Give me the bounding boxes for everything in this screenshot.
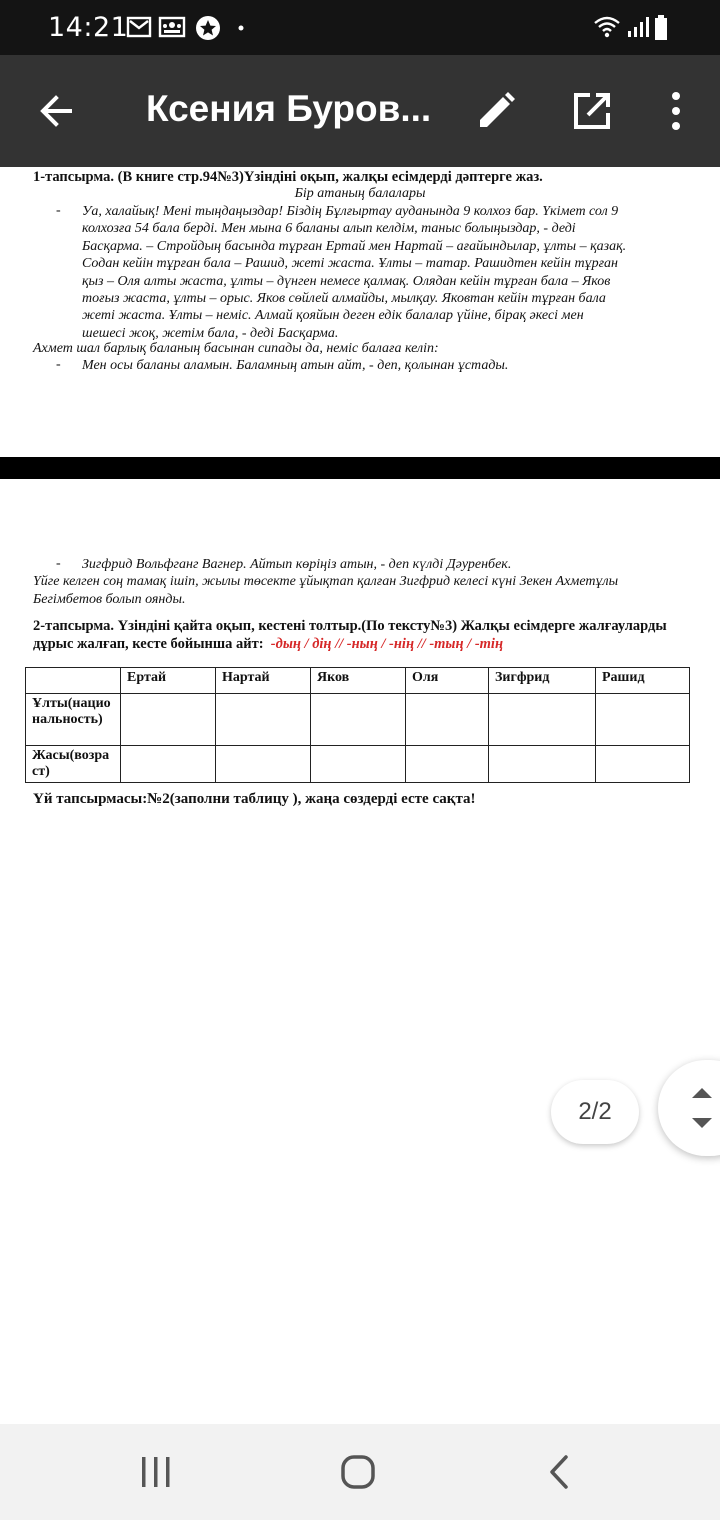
table-row <box>26 746 690 783</box>
bullet1-line: шешесі жоқ, жетім бала, - деді Басқарма. <box>82 325 339 341</box>
bullet1-line: Уа, халайық! Мені тыңдаңыздар! Біздің Бұлғыртау ауданында 9 колхоз бар. Үкімет сол 9 <box>82 204 619 219</box>
table-cell <box>489 694 596 746</box>
open-external-button[interactable] <box>564 83 620 139</box>
bullet1-line: қыз – Оля алты жаста, ұлты – дүнген немесе қалмақ. Олядан кейін тұрған бала – Яков <box>82 273 611 289</box>
narration-line: Ахмет шал барлық баланың басынан сипады да, неміс балаға келіп: <box>33 341 439 356</box>
gmail-icon <box>126 14 152 40</box>
recents-icon[interactable] <box>136 1454 176 1490</box>
back-arrow-icon <box>28 83 84 139</box>
task1-heading: 1-тапсырма. (В книге стр.94№3)Үзіндіні оқып, жалқы есімдерді дәптерге жаз. <box>33 169 543 185</box>
bullet2-text: Мен осы баланы аламын. Баламның атын айт, - деп, қолынан ұстады. <box>82 358 509 373</box>
fast-scroll-handle[interactable] <box>658 1060 720 1156</box>
bullet1-line: Содан кейін тұрған бала – Рашид, жеті жаста. Ұлты – татар. Рашидтен кейін тұрған <box>82 256 618 272</box>
table-cell <box>216 694 311 746</box>
table-cell <box>121 746 216 783</box>
table-cell <box>311 746 406 783</box>
battery-icon <box>654 14 668 42</box>
bullet1-paragraph <box>82 203 662 342</box>
table-cell <box>596 746 690 783</box>
table-cell <box>406 694 489 746</box>
bullet-dash: - <box>56 357 61 372</box>
document-title: Ксения Буров... <box>146 88 432 129</box>
star-badge-icon <box>194 14 222 42</box>
bullet1-line: колхозға 54 бала берді. Мен мына 6 баланы алып келдім, таныс болыңыздар, - деді <box>82 221 576 237</box>
home-icon[interactable] <box>338 1454 378 1490</box>
status-bar <box>0 0 720 55</box>
open-external-icon <box>564 83 620 139</box>
row-label: Жасы(возраст) <box>26 746 121 783</box>
more-options-button[interactable] <box>650 83 706 139</box>
table-cell <box>489 746 596 783</box>
bullet1-line: жеті жаста. Ұлты – неміс. Алмай қояйын деген едік балалар үйіне, бірақ әкесі мен <box>82 308 584 324</box>
back-button[interactable] <box>28 83 84 139</box>
closing-line: Бегімбетов болып оянды. <box>33 592 186 607</box>
page-indicator: 2/2 <box>551 1080 639 1144</box>
signal-icon <box>626 14 650 40</box>
closing-line: Үйге келген соң тамақ ішіп, жылы төсекте ұйықтап қалған Зигфрид келесі күні Зекен Ахметұлы <box>33 574 619 589</box>
more-vert-icon <box>650 83 706 139</box>
system-nav-bar <box>0 1424 720 1520</box>
names-table <box>25 667 690 783</box>
table-header-cell: Оля <box>406 668 489 694</box>
row-label: Ұлты(национальность) <box>26 694 121 746</box>
bullet1-line: тоғыз жаста, ұлты – орыс. Яков сөйлей алмайды, мылқау. Яковтан кейін тұрған бала <box>82 291 606 307</box>
bullet-dash: - <box>56 203 61 218</box>
bullet3-text: Зигфрид Вольфганг Вагнер. Айтып көріңіз атын, - деп күлді Дәуренбек. <box>82 557 512 572</box>
task2-instruction: 2-тапсырма. Үзіндіні қайта оқып, кестені толтыр.(По тексту№3) Жалқы есімдерге жалғауларды дұрыс жалғап, кесте бойынша айт: <box>33 618 667 652</box>
table-header-cell: Яков <box>311 668 406 694</box>
scroll-arrows-icon <box>658 1060 720 1156</box>
table-cell <box>406 746 489 783</box>
table-header-row <box>26 668 690 694</box>
status-time: 14:21 <box>48 12 129 43</box>
app-bar <box>0 55 720 167</box>
classroom-icon <box>158 14 186 40</box>
wifi-icon <box>592 14 622 40</box>
table-cell <box>596 694 690 746</box>
table-header-cell: Ертай <box>121 668 216 694</box>
dot-icon <box>236 14 246 42</box>
table-row <box>26 694 690 746</box>
story-title: Бір атаның балалары <box>294 186 426 201</box>
table-header-cell: Зигфрид <box>489 668 596 694</box>
edit-button[interactable] <box>468 83 524 139</box>
table-cell <box>311 694 406 746</box>
table-cell <box>121 694 216 746</box>
table-cell <box>216 746 311 783</box>
table-header-cell: Рашид <box>596 668 690 694</box>
bullet1-line: Басқарма. – Стройдың басында тұрған Ертай мен Нартай – ағайындылар, ұлты – қазақ. <box>82 238 627 254</box>
task2-heading <box>33 617 673 653</box>
page-separator <box>0 457 720 479</box>
table-header-cell: Нартай <box>216 668 311 694</box>
homework-line: Үй тапсырмасы:№2(заполни таблицу ), жаңа сөздерді есте сақта! <box>33 791 476 807</box>
system-icons <box>592 14 682 42</box>
edit-pencil-icon <box>468 83 524 139</box>
task2-suffixes: -дың / дің // -ның / -нің // -тың / -тің <box>270 636 504 652</box>
table-header-cell <box>26 668 121 694</box>
bullet-dash: - <box>56 556 61 571</box>
back-icon[interactable] <box>540 1454 580 1490</box>
